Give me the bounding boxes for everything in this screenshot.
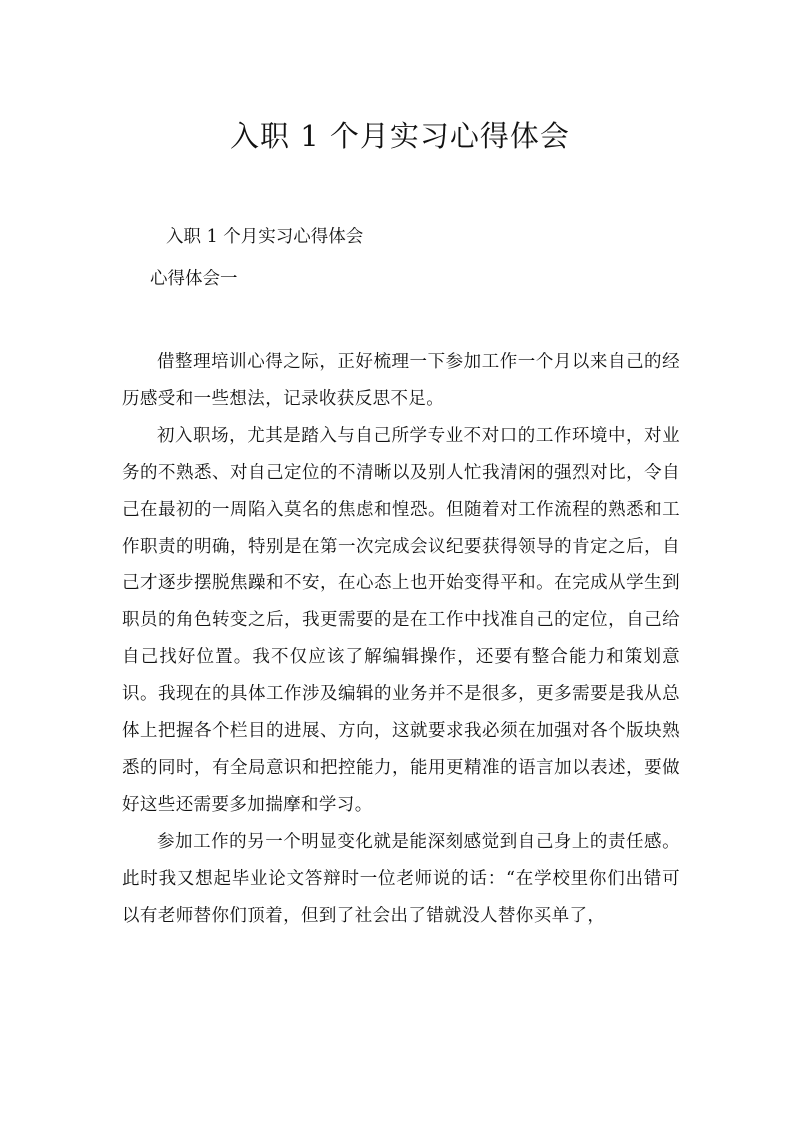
paragraph: 初入职场，尤其是踏入与自己所学专业不对口的工作环境中，对业务的不熟悉、对自己定位的不清晰以及别人忙我清闲的强烈对比，令自己在最初的一周陷入莫名的焦虑和惶恐。但随着对工作流程的熟悉和工作职责的明确，特别是在第一次完成会议纪要获得领导的肯定之后，自己才逐步摆脱焦躁和不安，在心态上也开始变得平和。在完成从学生到职员的角色转变之后，我更需要的是在工作中找准自己的定位，自己给自己找好位置。我不仅应该了解编辑操作，还要有整合能力和策划意识。我现在的具体工作涉及编辑的业务并不是很多，更多需要是我从总体上把握各个栏目的进展、方向，这就要求我必须在加强对各个版块熟悉的同时，有全局意识和把控能力，能用更精准的语言加以表述，要做好这些还需要多加揣摩和学习。 [122,425,680,815]
paragraph: 借整理培训心得之际，正好梳理一下参加工作一个月以来自己的经历感受和一些想法，记录收获反思不足。 [122,352,680,409]
document-body [122,344,680,935]
section-heading: 心得体会一 [150,269,238,289]
paragraph: 参加工作的另一个明显变化就是能深刻感觉到自己身上的责任感。此时我又想起毕业论文答辩时一位老师说的话：“在学校里你们出错可以有老师替你们顶着，但到了社会出了错就没人替你买单了， [122,831,680,926]
document-title: 入职 1 个月实习心得体会 [230,119,570,153]
document-subtitle: 入职 1 个月实习心得体会 [166,227,364,247]
